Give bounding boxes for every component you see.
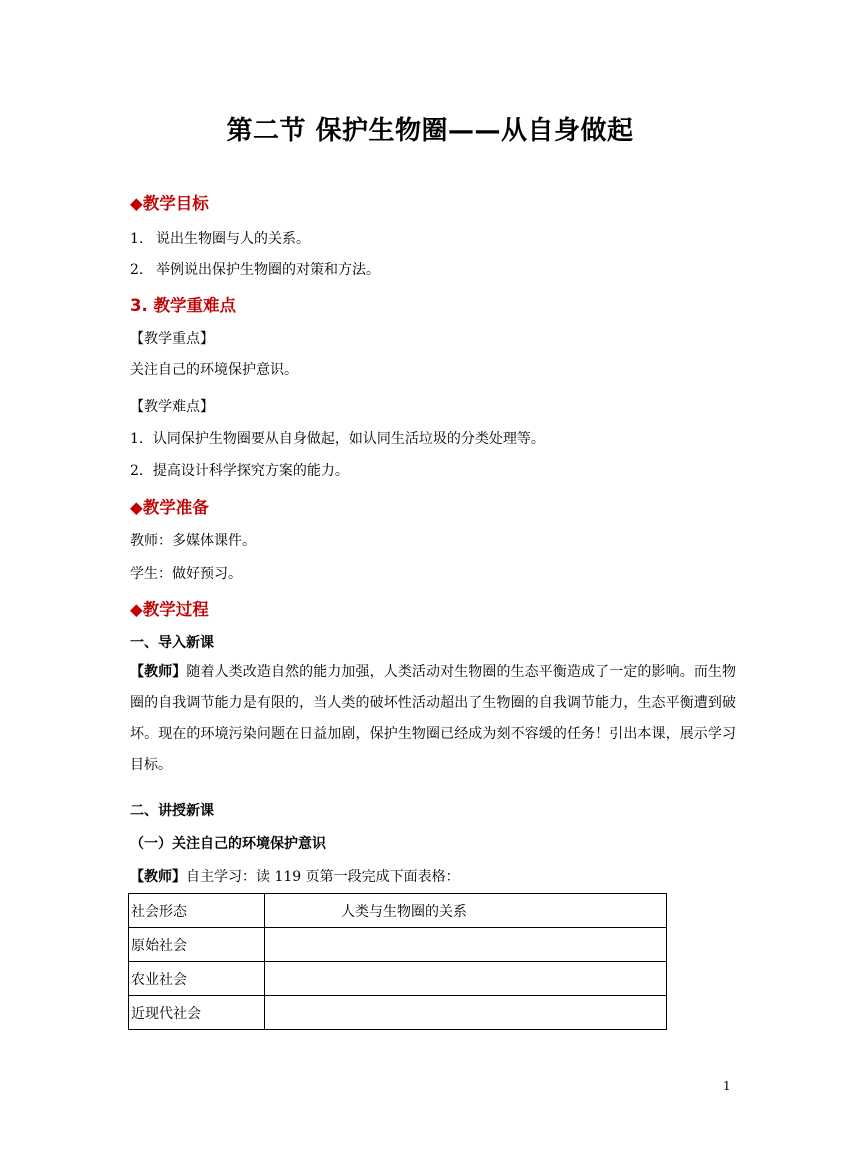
sub1-text: 自主学习：读 119 页第一段完成下面表格： [186, 869, 460, 885]
goal-item-1-num: 1. [130, 231, 144, 247]
table-cell-society: 近现代社会 [129, 996, 265, 1030]
part1-paragraph [130, 657, 736, 781]
difficult-point-label: 【教学难点】 [130, 399, 214, 415]
goals-heading: ◆教学目标 [130, 194, 209, 213]
part2-title: 二、讲授新课 [130, 803, 214, 819]
process-heading: ◆教学过程 [130, 600, 209, 619]
goal-item-2-text: 举例说出保护生物圈的对策和方法。 [156, 262, 380, 278]
table-header-row [129, 894, 667, 928]
sub1-title: （一）关注自己的环境保护意识 [130, 836, 326, 852]
part1-title: 一、导入新课 [130, 635, 214, 651]
page-number: 1 [723, 1079, 731, 1093]
document-title: 第二节 保护生物圈——从自身做起 [226, 116, 634, 146]
difficult-item-1: 1．认同保护生物圈要从自身做起，如认同生活垃圾的分类处理等。 [130, 431, 545, 447]
key-point-label: 【教学重点】 [130, 331, 214, 347]
goal-item-2 [130, 259, 380, 279]
prep-heading: ◆教学准备 [130, 498, 209, 517]
part1-text: 随着人类改造自然的能力加强，人类活动对生物圈的生态平衡造成了一定的影响。而生物圈的自我调节能力是有限的，当人类的破坏性活动超出了生物圈的自我调节能力，生态平衡遭到破坏。现在的环境污染问题在日益加剧，保护生物圈已经成为刻不容缓的任务！引出本课，展示学习目标。 [130, 664, 737, 773]
goal-item-2-num: 2. [130, 262, 144, 278]
table-cell-society: 农业社会 [129, 962, 265, 996]
table-cell-society: 原始社会 [129, 928, 265, 962]
table-cell-relation [265, 928, 667, 962]
table-cell-relation [265, 996, 667, 1030]
goal-item-1 [130, 228, 310, 248]
difficult-item-2: 2．提高设计科学探究方案的能力。 [130, 463, 349, 479]
table-row [129, 996, 667, 1030]
sub1-line [130, 866, 460, 886]
table-row [129, 962, 667, 996]
part1-label: 【教师】 [130, 664, 187, 680]
goal-item-1-text: 说出生物圈与人的关系。 [156, 231, 310, 247]
key-points-heading: 3. 教学重难点 [130, 296, 236, 315]
society-relation-table [128, 893, 667, 1030]
sub1-label: 【教师】 [130, 869, 186, 885]
table-cell-relation [265, 962, 667, 996]
key-point-text: 关注自己的环境保护意识。 [130, 362, 298, 378]
prep-teacher: 教师：多媒体课件。 [130, 533, 256, 549]
table-header-relation: 人类与生物圈的关系 [265, 894, 667, 928]
prep-student: 学生：做好预习。 [130, 566, 242, 582]
table-header-society: 社会形态 [129, 894, 265, 928]
table-row [129, 928, 667, 962]
